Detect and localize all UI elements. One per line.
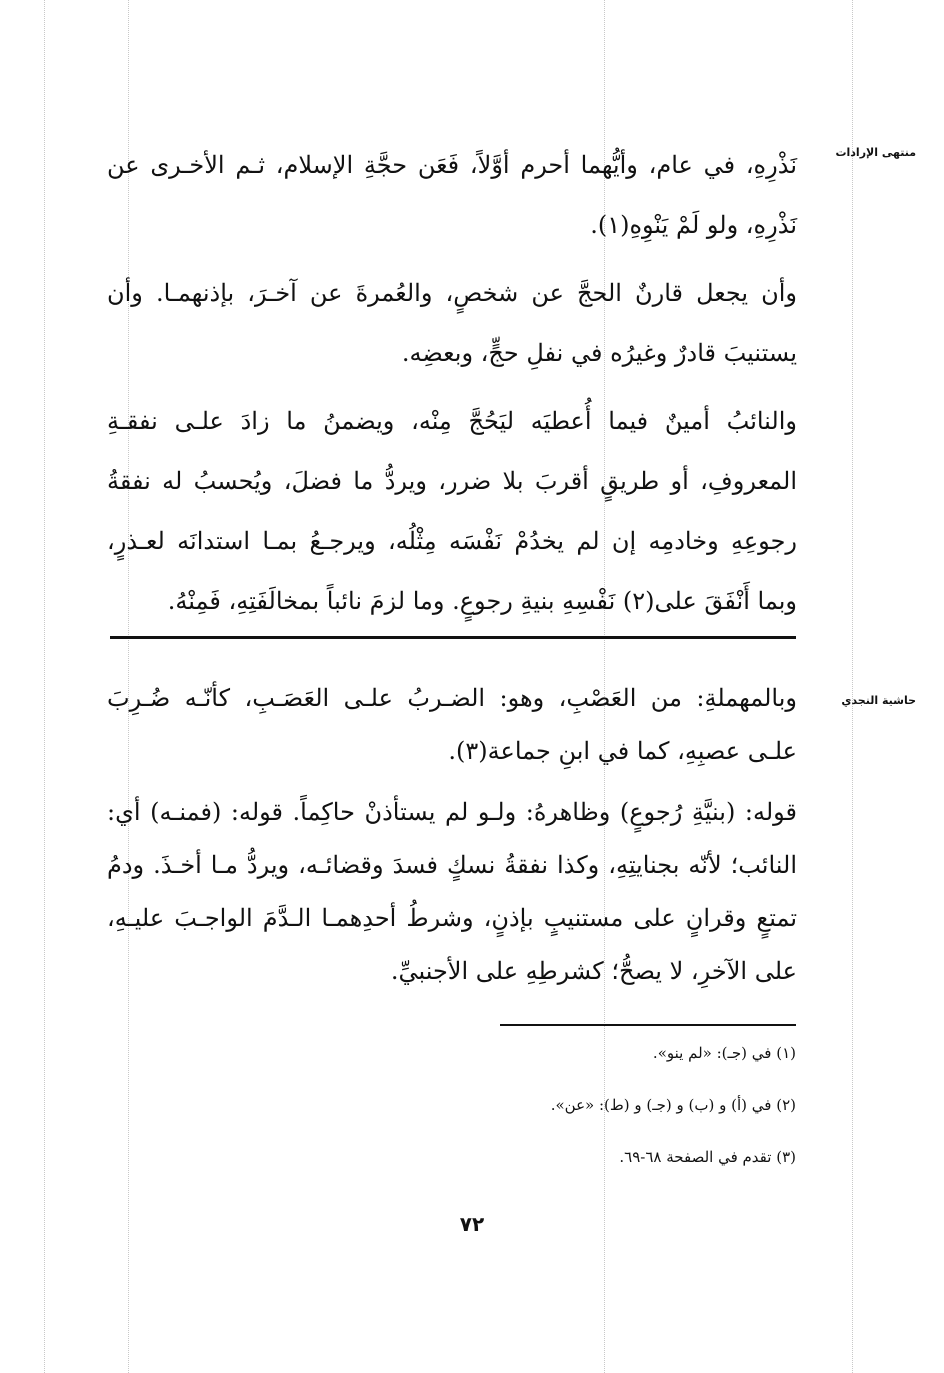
commentary-paragraph: قوله: (بنيَّةِ رُجوعٍ) وظاهرهُ: ولـو لم يستأذنْ حاكِماً. قوله: (فمنـه) أي: النائب؛ لأنّه بجنايتِهِ، وكذا نفقةُ نسكٍ فسدَ وقضائـه، ويردُّ مـا أخـذَ. ودمُ تمتعٍ وقرانٍ على مستنيبٍ بإذنٍ، وشرطُ أحدِهمـا الـدَّمَ الواجـبَ عليـهِ، على الآخرِ، لا يصحُّ؛ كشرطِهِ على الأجنبيِّ.	[107, 798, 797, 985]
main-paragraph: والنائبُ أمينٌ فيما أُعطيَه ليَحُجَّ مِنْه، ويضمنُ ما زادَ علـى نفقـةِ المعروفِ، أو طريقٍ أقربَ بلا ضرر، ويردُّ ما فضلَ، ويُحسبُ له نفقةُ رجوعِهِ وخادمِه إن لم يخدُمْ نَفْسَه مِثْلُه، ويرجـعُ بمـا استدانَه لعـذرٍ، وبما أَنْفَقَ على(٢) نَفْسِهِ بنيةِ رجوعٍ. وما لزمَ نائباً بمخالَفَتِهِ، فَمِنْهُ.	[107, 407, 797, 615]
commentary-paragraph: وبالمهملةِ: من العَصْبِ، وهو: الضـربُ علـى العَصَـبِ، كأنّـه ضُـرِبَ علـى عصبِهِ، كما في ابنِ جماعة(٣).	[107, 684, 797, 765]
side-label-bottom: حاشية النجدي	[841, 694, 916, 707]
section-divider	[110, 636, 796, 639]
scan-guide-line	[44, 0, 45, 1373]
main-paragraph: نَذْرِهِ، في عام، وأيُّهما أحرم أوَّلاً، فَعَن حجَّةِ الإسلام، ثـم الأخـرى عن نَذْرِهِ، ولو لَمْ يَنْوِهِ(١).	[107, 151, 797, 239]
footnote: (٣) تقدم في الصفحة ٦٨-٦٩.	[619, 1148, 796, 1166]
main-text	[107, 135, 797, 631]
page-number: ٧٢	[459, 1212, 485, 1236]
footnote-divider	[500, 1024, 796, 1026]
footnotes	[136, 1040, 796, 1196]
commentary-text	[107, 672, 797, 998]
main-paragraph: وأن يجعل قارنٌ الحجَّ عن شخصٍ، والعُمرةَ عن آخـرَ، بإذنهمـا. وأن يستنيبَ قادرٌ وغيرُه في نفلِ حجٍّ، وبعضِه.	[107, 279, 797, 367]
scan-guide-line	[852, 0, 853, 1373]
footnote: (١) في (جـ): «لم ينو».	[652, 1044, 796, 1062]
footnote: (٢) في (أ) و (ب) و (جـ) و (ط): «عن».	[550, 1096, 796, 1114]
side-label-top: منتهى الإرادات	[835, 146, 916, 159]
